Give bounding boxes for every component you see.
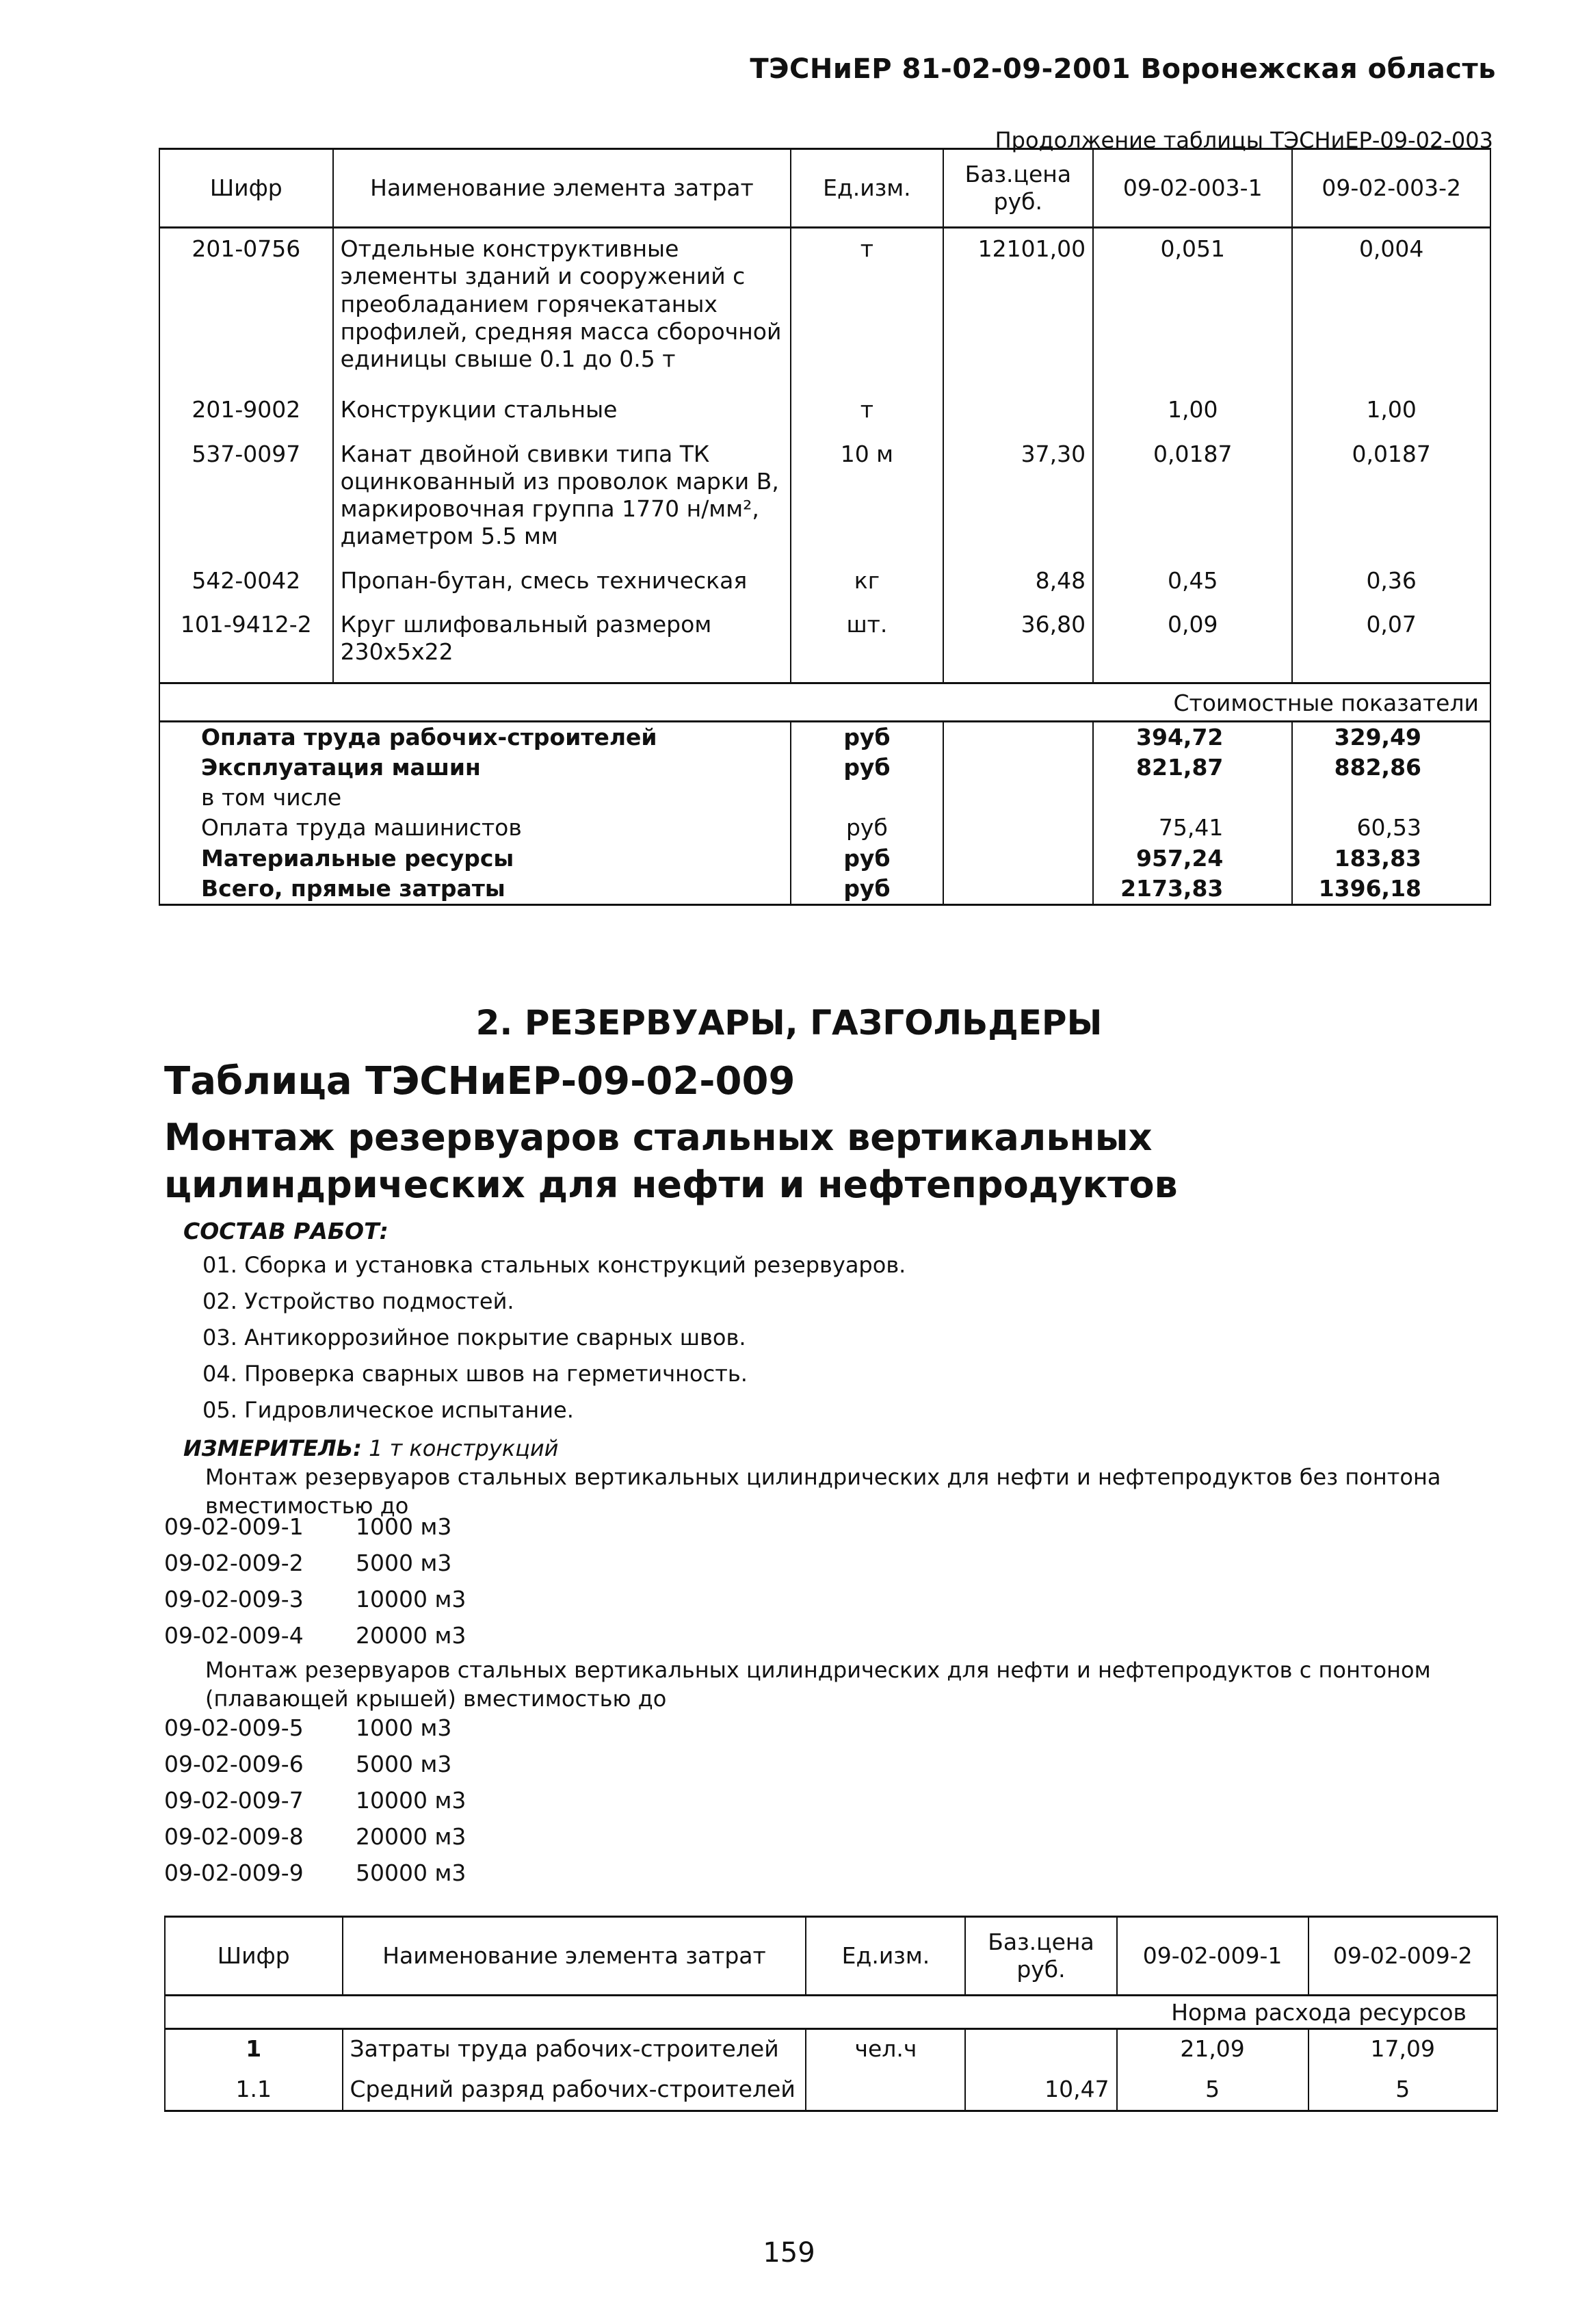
list-item — [164, 1787, 466, 1823]
summary-row — [159, 783, 1490, 813]
code-list-with-pontoon — [164, 1714, 466, 1896]
item-code: 09-02-009-6 — [164, 1751, 304, 1777]
cell-norm-1: 0,45 — [1093, 560, 1292, 604]
table-row — [159, 560, 1490, 604]
list-item — [164, 1714, 466, 1751]
summary-value-1: 957,24 — [1093, 844, 1292, 874]
list-item — [164, 1513, 466, 1550]
cell-name: Канат двойной свивки типа ТК оцинкованный из проволок марки В, маркировочная группа 1770 н/мм², диаметром 5.5 мм — [333, 434, 791, 560]
summary-price — [943, 753, 1094, 783]
item-volume: 50000 м3 — [356, 1859, 466, 1886]
summary-value-2: 183,83 — [1292, 844, 1490, 874]
code-list-without-pontoon — [164, 1513, 466, 1658]
col-header-name: Наименование элемента затрат — [343, 1917, 806, 1996]
cell-code: 201-9002 — [159, 389, 333, 433]
cell-norm-1: 0,051 — [1093, 228, 1292, 390]
summary-price — [943, 813, 1094, 843]
summary-unit — [791, 783, 943, 813]
table-row — [159, 228, 1490, 390]
item-code: 09-02-009-2 — [164, 1550, 304, 1576]
list-item: 04. Проверка сварных швов на герметичность. — [202, 1361, 748, 1387]
summary-value-1: 821,87 — [1093, 753, 1292, 783]
cell-norm-2: 1,00 — [1292, 389, 1490, 433]
list-item: 02. Устройство подмостей. — [202, 1288, 514, 1314]
list-item — [164, 1823, 466, 1859]
item-code: 09-02-009-7 — [164, 1787, 304, 1814]
list-item: 05. Гидровлическое испытание. — [202, 1397, 574, 1423]
cell-name: Отдельные конструктивные элементы зданий и сооружений с преобладанием горячекатаных профилей, средняя масса сборочной единицы свыше 0.1 до 0.5 т — [333, 228, 791, 390]
col-header-code: Шифр — [159, 149, 333, 228]
cell-name: Конструкции стальные — [333, 389, 791, 433]
paragraph-without-pontoon: Монтаж резервуаров стальных вертикальных цилиндрических для нефти и нефтепродуктов без понтона вместимостью до — [205, 1464, 1441, 1519]
summary-value-1: 394,72 — [1093, 721, 1292, 753]
summary-row — [159, 874, 1490, 905]
list-item — [164, 1586, 466, 1622]
cell-norm-2: 0,07 — [1292, 604, 1490, 683]
summary-value-2: 329,49 — [1292, 721, 1490, 753]
table-continuation-label: Продолжение таблицы ТЭСНиЕР-09-02-003 — [995, 127, 1493, 153]
item-code: 09-02-009-8 — [164, 1823, 304, 1850]
cell-price: 12101,00 — [943, 228, 1094, 390]
cell-unit: шт. — [791, 604, 943, 683]
paragraph-with-pontoon: Монтаж резервуаров стальных вертикальных цилиндрических для нефти и нефтепродуктов с понтоном (плавающей крышей) вместимостью до — [205, 1657, 1431, 1712]
summary-price — [943, 721, 1094, 753]
cell-norm-2: 17,09 — [1309, 2029, 1497, 2070]
cell-price — [943, 389, 1094, 433]
summary-unit: руб — [791, 874, 943, 905]
item-volume: 1000 м3 — [356, 1714, 452, 1741]
cell-price: 36,80 — [943, 604, 1094, 683]
table-header-row — [159, 149, 1490, 228]
cell-unit — [806, 2070, 965, 2111]
col-header-base-price: Баз.цена руб. — [965, 1917, 1116, 1996]
summary-unit: руб — [791, 753, 943, 783]
table-row — [159, 389, 1490, 433]
cell-name: Круг шлифовальный размером 230х5х22 — [333, 604, 791, 683]
cell-price: 10,47 — [965, 2070, 1116, 2111]
summary-name: Всего, прямые затраты — [159, 874, 791, 905]
cell-name: Пропан-бутан, смесь техническая — [333, 560, 791, 604]
cell-code: 1.1 — [165, 2070, 343, 2111]
measure-label: ИЗМЕРИТЕЛЬ: — [183, 1435, 362, 1461]
summary-row — [159, 721, 1490, 753]
cell-unit: т — [791, 228, 943, 390]
summary-name: Оплата труда машинистов — [159, 813, 791, 843]
cell-code: 101-9412-2 — [159, 604, 333, 683]
cell-code: 542-0042 — [159, 560, 333, 604]
item-volume: 10000 м3 — [356, 1787, 466, 1814]
col-header-code: Шифр — [165, 1917, 343, 1996]
cell-code: 201-0756 — [159, 228, 333, 390]
works-list — [202, 1252, 906, 1433]
summary-unit: руб — [791, 813, 943, 843]
list-item — [164, 1751, 466, 1787]
cell-norm-1: 0,09 — [1093, 604, 1292, 683]
cell-name: Средний разряд рабочих-строителей — [343, 2070, 806, 2111]
summary-name: Эксплуатация машин — [159, 753, 791, 783]
summary-value-1: 75,41 — [1093, 813, 1292, 843]
composition-heading: СОСТАВ РАБОТ: — [183, 1218, 389, 1244]
document-header-title: ТЭСНиЕР 81-02-09-2001 Воронежская область — [750, 53, 1496, 85]
item-code: 09-02-009-5 — [164, 1714, 304, 1741]
cell-name: Затраты труда рабочих-строителей — [343, 2029, 806, 2070]
col-header-norm-1: 09-02-009-1 — [1117, 1917, 1309, 1996]
summary-row — [159, 844, 1490, 874]
cell-code: 1 — [165, 2029, 343, 2070]
summary-row — [159, 813, 1490, 843]
summary-name: Материальные ресурсы — [159, 844, 791, 874]
section-label: Норма расхода ресурсов — [165, 1996, 1497, 2029]
item-volume: 5000 м3 — [356, 1550, 452, 1576]
col-header-unit: Ед.изм. — [791, 149, 943, 228]
summary-value-2 — [1292, 783, 1490, 813]
list-item — [164, 1859, 466, 1896]
item-volume: 10000 м3 — [356, 1586, 466, 1613]
list-item — [164, 1622, 466, 1658]
item-code: 09-02-009-3 — [164, 1586, 304, 1613]
table-header-row — [165, 1917, 1497, 1996]
cell-norm-2: 0,004 — [1292, 228, 1490, 390]
list-item — [164, 1550, 466, 1586]
table-subtitle: Монтаж резервуаров стальных вертикальных цилиндрических для нефти и нефтепродуктов — [164, 1116, 1178, 1207]
summary-price — [943, 783, 1094, 813]
cell-unit: 10 м — [791, 434, 943, 560]
cell-norm-1: 1,00 — [1093, 389, 1292, 433]
section-row-resource-norms — [165, 1996, 1497, 2029]
item-volume: 20000 м3 — [356, 1823, 466, 1850]
cell-norm-2: 5 — [1309, 2070, 1497, 2111]
summary-value-1 — [1093, 783, 1292, 813]
summary-price — [943, 874, 1094, 905]
cell-norm-1: 5 — [1117, 2070, 1309, 2111]
summary-price — [943, 844, 1094, 874]
item-volume: 5000 м3 — [356, 1751, 452, 1777]
summary-name: Оплата труда рабочих-строителей — [159, 721, 791, 753]
section-title: 2. РЕЗЕРВУАРЫ, ГАЗГОЛЬДЕРЫ — [475, 1003, 1103, 1043]
col-header-base-price: Баз.цена руб. — [943, 149, 1094, 228]
cell-price: 8,48 — [943, 560, 1094, 604]
table-row — [159, 604, 1490, 683]
cell-norm-1: 21,09 — [1117, 2029, 1309, 2070]
list-item: 01. Сборка и установка стальных конструкций резервуаров. — [202, 1252, 906, 1278]
col-header-norm-2: 09-02-009-2 — [1309, 1917, 1497, 1996]
col-header-norm-2: 09-02-003-2 — [1292, 149, 1490, 228]
item-code: 09-02-009-9 — [164, 1859, 304, 1886]
table-row — [165, 2029, 1497, 2070]
resource-table-09-02-003 — [159, 148, 1491, 906]
summary-value-2: 1396,18 — [1292, 874, 1490, 905]
summary-value-1: 2173,83 — [1093, 874, 1292, 905]
item-code: 09-02-009-4 — [164, 1622, 304, 1649]
cell-unit: т — [791, 389, 943, 433]
page-number: 159 — [763, 2237, 815, 2269]
cell-norm-1: 0,0187 — [1093, 434, 1292, 560]
summary-unit: руб — [791, 721, 943, 753]
col-header-name: Наименование элемента затрат — [333, 149, 791, 228]
cell-price: 37,30 — [943, 434, 1094, 560]
cell-norm-2: 0,0187 — [1292, 434, 1490, 560]
item-code: 09-02-009-1 — [164, 1513, 304, 1540]
cell-code: 537-0097 — [159, 434, 333, 560]
summary-unit: руб — [791, 844, 943, 874]
table-row — [165, 2070, 1497, 2111]
section-row-cost-indicators — [159, 683, 1490, 721]
cell-price — [965, 2029, 1116, 2070]
cell-norm-2: 0,36 — [1292, 560, 1490, 604]
summary-name: в том числе — [159, 783, 791, 813]
col-header-norm-1: 09-02-003-1 — [1093, 149, 1292, 228]
section-label: Стоимостные показатели — [159, 683, 1490, 721]
summary-row — [159, 753, 1490, 783]
summary-value-2: 60,53 — [1292, 813, 1490, 843]
table-title: Таблица ТЭСНиЕР-09-02-009 — [164, 1059, 795, 1104]
summary-value-2: 882,86 — [1292, 753, 1490, 783]
measure-line — [183, 1435, 558, 1461]
measure-value: 1 т конструкций — [369, 1435, 559, 1461]
table-row — [159, 434, 1490, 560]
item-volume: 20000 м3 — [356, 1622, 466, 1649]
list-item: 03. Антикоррозийное покрытие сварных швов. — [202, 1324, 746, 1350]
item-volume: 1000 м3 — [356, 1513, 452, 1540]
cell-unit: чел.ч — [806, 2029, 965, 2070]
cell-unit: кг — [791, 560, 943, 604]
resource-table-09-02-009 — [164, 1916, 1498, 2112]
col-header-unit: Ед.изм. — [806, 1917, 965, 1996]
